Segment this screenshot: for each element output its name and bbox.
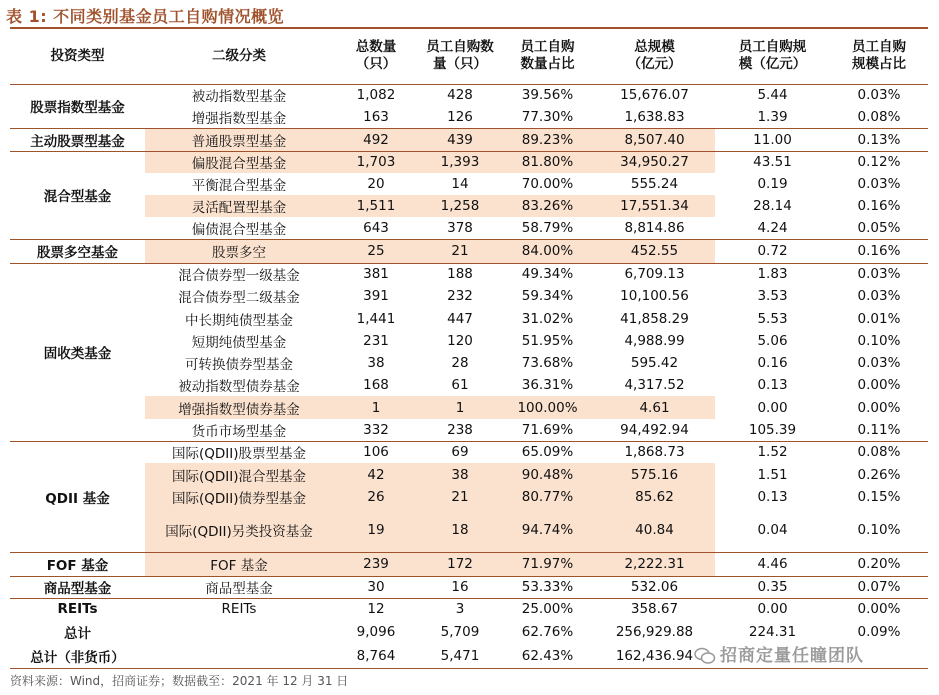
table-row: [10, 263, 928, 285]
pct-cell: 39.56%: [521, 87, 574, 104]
table-row: [10, 576, 928, 598]
scale-cell: 358.67: [630, 601, 679, 618]
total-cell: 168: [363, 377, 389, 393]
category-cell: 股票指数型基金: [10, 84, 145, 128]
category-cell: 总计（非货币）: [10, 644, 145, 668]
subcategory-cell: [145, 620, 333, 644]
scale-pct-cell: 0.12%: [857, 154, 901, 171]
col-header: 员工自购规 模（亿元）: [715, 29, 830, 84]
total-cell: 492: [333, 128, 419, 151]
scale-cell: 4,988.99: [624, 333, 685, 349]
col-header: 总规模 （亿元）: [594, 29, 715, 84]
subcategory-cell: 短期纯债型基金: [191, 335, 287, 351]
emp-scale-cell: 0.13: [757, 489, 788, 505]
emp-cell: 1,258: [419, 195, 501, 217]
emp-cell: 14: [451, 176, 469, 192]
emp-cell: 188: [447, 266, 473, 283]
subcategory-cell: 普通股票型基金: [145, 128, 333, 151]
total-cell: 1,082: [356, 87, 396, 104]
scale-cell: 40.84: [594, 508, 715, 552]
category-cell: 固收类基金: [10, 263, 145, 441]
total-cell: 8,764: [333, 644, 419, 668]
subcategory-cell: 偏债混合型基金: [145, 217, 333, 239]
emp-cell: 439: [419, 128, 501, 151]
col-header: 员工自购 数量占比: [501, 29, 594, 84]
category-cell: 混合型基金: [10, 151, 145, 239]
scale-cell: 4.61: [594, 396, 715, 419]
emp-scale-cell: 43.51: [753, 154, 792, 171]
subcategory-cell: 国际(QDII)债券型基金: [145, 486, 333, 508]
emp-cell: 3: [455, 601, 465, 618]
emp-scale-cell: 0.72: [715, 239, 830, 263]
scale-cell: 2,222.31: [594, 552, 715, 576]
pct-cell: 100.00%: [501, 396, 594, 419]
wechat-icon: [694, 647, 716, 665]
pct-cell: 36.31%: [521, 377, 574, 393]
total-cell: 643: [333, 217, 419, 239]
total-cell: 1,441: [356, 310, 396, 327]
subcategory-cell: 灵活配置型基金: [145, 195, 333, 217]
pct-cell: 59.34%: [521, 288, 574, 304]
table-row: [10, 195, 928, 217]
emp-scale-cell: 1.39: [715, 106, 830, 128]
emp-scale-cell: 224.31: [748, 624, 797, 640]
scale-pct-cell: 0.08%: [857, 444, 901, 461]
scale-cell: 555.24: [630, 176, 679, 192]
scale-cell: 595.42: [630, 355, 679, 371]
total-cell: 19: [333, 508, 419, 552]
emp-cell: 1,393: [419, 151, 501, 173]
emp-cell: 447: [447, 310, 473, 327]
scale-pct-cell: 0.00%: [857, 377, 901, 393]
table-row: [10, 508, 928, 552]
scale-pct-cell: 0.09%: [857, 624, 901, 640]
category-cell: REITs: [57, 601, 98, 618]
category-cell: 总计: [64, 626, 91, 642]
table-row: [10, 307, 928, 330]
subcategory-cell: 可转换债券型基金: [185, 357, 293, 373]
category-cell: QDII 基金: [10, 441, 145, 552]
subcategory-cell: 被动指数型基金: [191, 89, 287, 106]
table-row: [10, 330, 928, 352]
col-header: 员工自购数 量（只）: [419, 29, 501, 84]
total-cell: 1: [333, 396, 419, 419]
pct-cell: 53.33%: [501, 576, 594, 598]
pct-cell: 49.34%: [521, 266, 574, 283]
emp-cell: 21: [419, 239, 501, 263]
subcategory-cell: 国际(QDII)混合型基金: [145, 463, 333, 486]
emp-cell: 21: [419, 486, 501, 508]
scale-cell: 8,507.40: [594, 128, 715, 151]
table-row: [10, 151, 928, 173]
subcategory-cell: 股票多空: [145, 239, 333, 263]
pct-cell: 51.95%: [521, 333, 574, 349]
watermark: 招商定量任瞳团队: [694, 641, 864, 666]
emp-cell: 61: [451, 377, 469, 393]
emp-scale-cell: 0.00: [757, 601, 788, 618]
category-cell: 商品型基金: [10, 576, 145, 598]
total-cell: 391: [363, 288, 389, 304]
pct-cell: 84.00%: [501, 239, 594, 263]
header-row: [10, 29, 928, 84]
pct-cell: 83.26%: [501, 195, 594, 217]
total-cell: 30: [333, 576, 419, 598]
table-row: [10, 128, 928, 151]
scale-pct-cell: 0.15%: [857, 489, 901, 505]
emp-scale-cell: 11.00: [715, 128, 830, 151]
scale-cell: 15,676.07: [620, 87, 689, 104]
subcategory-cell: 平衡混合型基金: [191, 178, 287, 194]
subcategory-cell: 国际(QDII)股票型基金: [171, 446, 307, 463]
subcategory-cell: 商品型基金: [145, 576, 333, 598]
scale-cell: 10,100.56: [620, 288, 689, 304]
pct-cell: 70.00%: [521, 176, 574, 192]
emp-cell: 238: [419, 419, 501, 441]
emp-scale-cell: 4.46: [715, 552, 830, 576]
subcategory-cell: 增强指数型债券基金: [145, 396, 333, 419]
table-row: [10, 552, 928, 576]
scale-cell: 532.06: [594, 576, 715, 598]
subcategory-cell: 货币市场型基金: [145, 419, 333, 441]
emp-cell: 126: [419, 106, 501, 128]
total-cell: 231: [363, 333, 389, 349]
emp-scale-cell: 0.35: [715, 576, 830, 598]
pct-cell: 62.76%: [521, 624, 574, 640]
total-cell: 20: [367, 176, 385, 192]
scale-pct-cell: 0.03%: [857, 288, 901, 304]
emp-scale-cell: 0.13: [757, 377, 788, 393]
table-row: [10, 441, 928, 463]
table-row: [10, 352, 928, 374]
table-row: [10, 374, 928, 396]
scale-cell: 8,814.86: [594, 217, 715, 239]
scale-pct-cell: 0.03%: [857, 87, 901, 104]
emp-cell: 378: [419, 217, 501, 239]
emp-cell: 28: [451, 355, 469, 371]
table-row: [10, 173, 928, 195]
pct-cell: 73.68%: [521, 355, 574, 371]
emp-scale-cell: 5.53: [757, 310, 788, 327]
table-row: [10, 396, 928, 419]
emp-cell: 38: [419, 463, 501, 486]
scale-pct-cell: 0.03%: [857, 176, 901, 192]
scale-cell: 1,638.83: [594, 106, 715, 128]
subcategory-cell: 混合债券型二级基金: [178, 290, 300, 306]
table-row: [10, 217, 928, 239]
emp-cell: 120: [447, 333, 473, 349]
source-note: 资料来源：Wind，招商证券；数据截至：2021 年 12 月 31 日: [10, 674, 349, 688]
scale-pct-cell: 0.13%: [830, 128, 928, 151]
scale-pct-cell: 0.05%: [830, 217, 928, 239]
emp-cell: 172: [419, 552, 501, 576]
scale-pct-cell: 0.10%: [857, 333, 901, 349]
emp-scale-cell: 1.51: [757, 466, 788, 483]
emp-scale-cell: 5.06: [757, 333, 788, 349]
subcategory-cell: FOF 基金: [145, 552, 333, 576]
category-cell: FOF 基金: [10, 552, 145, 576]
col-header: 总数量 （只）: [333, 29, 419, 84]
pct-cell: 65.09%: [521, 444, 574, 461]
table-row: [10, 486, 928, 508]
pct-cell: 71.69%: [501, 419, 594, 441]
total-cell: 42: [333, 463, 419, 486]
emp-cell: 16: [419, 576, 501, 598]
subcategory-cell: 国际(QDII)另类投资基金: [145, 508, 333, 552]
emp-scale-cell: 0.00: [757, 399, 788, 416]
scale-cell: 41,858.29: [620, 310, 689, 327]
scale-pct-cell: 0.11%: [830, 419, 928, 441]
category-cell: 主动股票型基金: [10, 128, 145, 151]
scale-cell: 34,950.27: [594, 151, 715, 173]
scale-pct-cell: 0.26%: [857, 466, 901, 483]
pct-cell: 25.00%: [521, 601, 574, 618]
scale-cell: 162,436.94: [594, 644, 715, 668]
pct-cell: 77.30%: [501, 106, 594, 128]
fund-table: [10, 29, 928, 669]
col-header: 二级分类: [145, 29, 333, 84]
emp-scale-cell: 5.44: [757, 87, 788, 104]
total-cell: 26: [333, 486, 419, 508]
pct-cell: 81.80%: [501, 151, 594, 173]
emp-scale-cell: 1.52: [757, 444, 788, 461]
pct-cell: 58.79%: [501, 217, 594, 239]
scale-pct-cell: 0.00%: [857, 399, 901, 416]
category-cell: 股票多空基金: [10, 239, 145, 263]
scale-cell: 1,868.73: [624, 444, 685, 461]
subcategory-cell: [145, 644, 333, 668]
scale-pct-cell: 0.16%: [857, 198, 901, 214]
scale-pct-cell: 0.10%: [830, 508, 928, 552]
table-row: [10, 84, 928, 106]
table-row: [10, 598, 928, 620]
scale-cell: 17,551.34: [594, 195, 715, 217]
scale-pct-cell: 0.20%: [830, 552, 928, 576]
total-cell: 106: [363, 444, 389, 461]
total-cell: 1,703: [333, 151, 419, 173]
total-cell: 239: [333, 552, 419, 576]
emp-cell: 1: [419, 396, 501, 419]
emp-cell: 5,709: [440, 624, 480, 640]
scale-pct-cell: 0.16%: [830, 239, 928, 263]
total-cell: 381: [363, 266, 389, 283]
pct-cell: 94.74%: [501, 508, 594, 552]
scale-cell: 94,492.94: [594, 419, 715, 441]
emp-cell: 18: [419, 508, 501, 552]
col-header: 投资类型: [10, 29, 145, 84]
emp-scale-cell: 4.24: [715, 217, 830, 239]
total-cell: 9,096: [356, 624, 396, 640]
scale-pct-cell: 0.01%: [857, 310, 901, 327]
total-cell: 1,511: [333, 195, 419, 217]
total-cell: 332: [333, 419, 419, 441]
emp-cell: 5,471: [419, 644, 501, 668]
scale-cell: 85.62: [594, 486, 715, 508]
pct-cell: 80.77%: [501, 486, 594, 508]
subcategory-cell: 偏股混合型基金: [145, 151, 333, 173]
pct-cell: 89.23%: [501, 128, 594, 151]
emp-scale-cell: 0.04: [715, 508, 830, 552]
scale-pct-cell: 0.07%: [830, 576, 928, 598]
emp-cell: 428: [447, 87, 473, 104]
emp-scale-cell: 1.83: [757, 266, 788, 283]
scale-pct-cell: 0.00%: [857, 601, 901, 618]
table-title: 表 1: 不同类别基金员工自购情况概览: [6, 7, 285, 26]
total-cell: 25: [333, 239, 419, 263]
table-row: [10, 463, 928, 486]
emp-scale-cell: 0.16: [757, 355, 788, 371]
col-header: 员工自购 规模占比: [830, 29, 928, 84]
scale-cell: 575.16: [594, 463, 715, 486]
emp-scale-cell: 28.14: [753, 198, 792, 214]
table-body: [10, 84, 928, 668]
emp-scale-cell: 105.39: [715, 419, 830, 441]
scale-pct-cell: 0.03%: [857, 266, 901, 283]
emp-cell: 232: [447, 288, 473, 304]
subcategory-cell: 中长期纯债型基金: [185, 312, 293, 329]
total-cell: 163: [333, 106, 419, 128]
scale-pct-cell: 0.08%: [830, 106, 928, 128]
emp-scale-cell: 3.53: [757, 288, 788, 304]
table-row: [10, 419, 928, 441]
scale-cell: 6,709.13: [624, 266, 685, 283]
subcategory-cell: 被动指数型债券基金: [178, 379, 300, 395]
pct-cell: 90.48%: [501, 463, 594, 486]
scale-cell: 4,317.52: [624, 377, 685, 393]
scale-cell: 452.55: [594, 239, 715, 263]
pct-cell: 31.02%: [521, 310, 574, 327]
scale-pct-cell: 0.03%: [857, 355, 901, 371]
subcategory-cell: 增强指数型基金: [145, 106, 333, 128]
subcategory-cell: 混合债券型一级基金: [178, 268, 300, 285]
table-row: [10, 239, 928, 263]
scale-cell: 256,929.88: [615, 624, 694, 640]
emp-cell: 69: [451, 444, 469, 461]
table-row: [10, 106, 928, 128]
pct-cell: 71.97%: [501, 552, 594, 576]
emp-scale-cell: 0.19: [757, 176, 788, 192]
pct-cell: 62.43%: [501, 644, 594, 668]
table-row: [10, 285, 928, 307]
total-cell: 12: [367, 601, 385, 618]
total-cell: 38: [367, 355, 385, 371]
subcategory-cell: REITs: [221, 601, 257, 618]
